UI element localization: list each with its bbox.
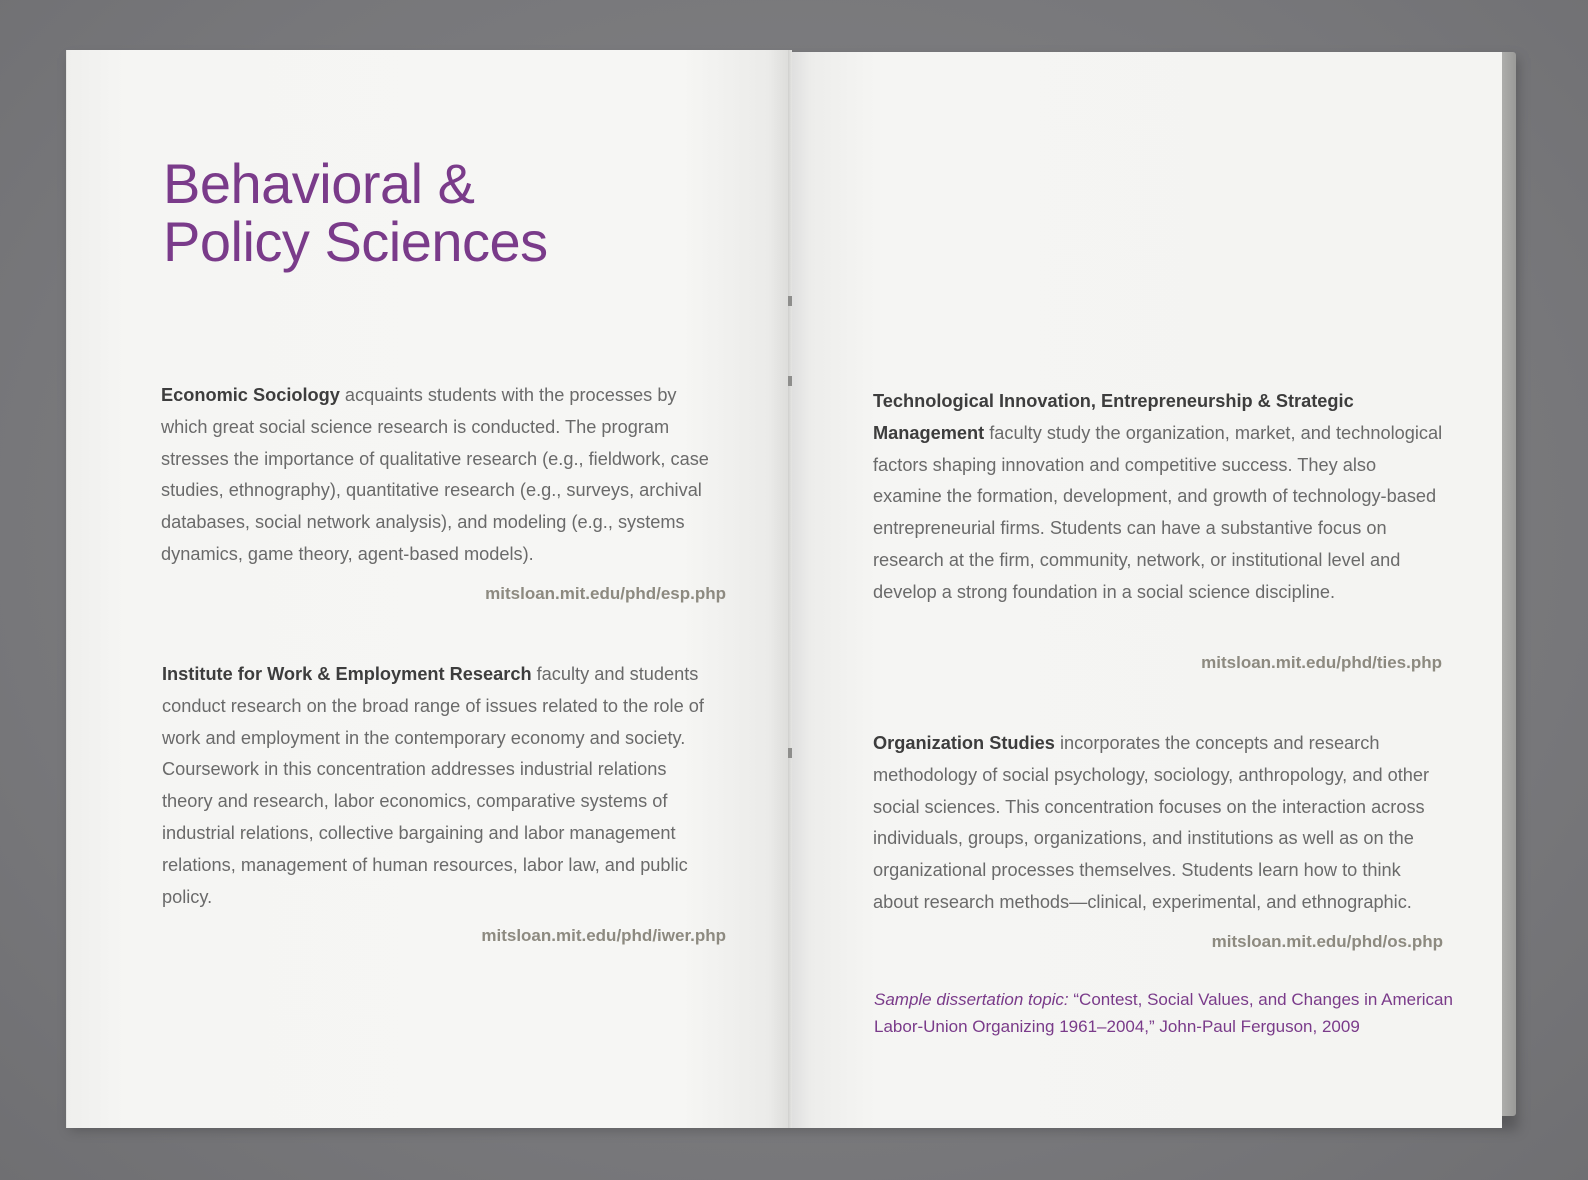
page-title — [163, 152, 723, 273]
url-iwer[interactable]: mitsloan.mit.edu/phd/iwer.php — [481, 926, 726, 945]
sample-label: Sample dissertation topic: — [874, 990, 1069, 1009]
url-ties[interactable]: mitsloan.mit.edu/phd/ties.php — [1201, 653, 1442, 672]
section-body: faculty and students conduct research on the broad range of issues related to the role of work and employment in the contemporary economy and society. Coursework in this concentration addresses industrial relations theory and research, labor economics, comparative systems of industrial relations, collective bargaining and labor management relations, management of human resources, labor law, and public policy. — [162, 664, 704, 907]
section-ties — [873, 386, 1445, 609]
staple-mark — [788, 296, 792, 306]
section-heading: Institute for Work & Employment Research — [162, 664, 532, 684]
section-body: faculty study the organization, market, and technological factors shaping innovation and competitive success. They also examine the formation, development, and growth of technology-based entrepreneurial firms. Students can have a substantive focus on research at the firm, community, network, or institutional level and develop a strong foundation in a social science discipline. — [873, 422, 1443, 602]
section-heading: Organization Studies — [873, 733, 1055, 753]
sample-text: “Contest, Social Values, and Changes in American Labor-Union Organizing 1961–2004,” John-Paul Ferguson, 2009 — [874, 990, 1453, 1036]
section-economic-sociology — [161, 380, 726, 571]
title-line-1: Behavioral & — [163, 152, 475, 215]
section-heading: Technological Innovation, Entrepreneurship & Strategic Management — [873, 391, 1354, 443]
section-body: acquaints students with the processes by which great social science research is conducted. The program stresses the importance of qualitative research (e.g., fieldwork, case studies, ethnography), quantitative research (e.g., surveys, archival databases, social network analysis), and modeling (e.g., systems dynamics, game theory, agent-based models). — [161, 385, 709, 564]
title-line-2: Policy Sciences — [163, 210, 548, 273]
section-iwer — [162, 659, 722, 913]
url-os[interactable]: mitsloan.mit.edu/phd/os.php — [1211, 932, 1443, 951]
url-esp[interactable]: mitsloan.mit.edu/phd/esp.php — [485, 584, 726, 603]
section-body: incorporates the concepts and research methodology of social psychology, sociology, anthropology, and other social sciences. This concentration focuses on the interaction across individuals, groups, organizations, and institutions as well as on the organizational processes themselves. Students learn how to think about research methods—clinical, experimental, and ethnographic. — [873, 733, 1430, 912]
section-heading: Economic Sociology — [161, 385, 340, 405]
staple-mark — [788, 748, 792, 758]
sample-dissertation-topic — [874, 986, 1474, 1040]
section-organization-studies — [873, 728, 1445, 919]
booklet-gutter — [788, 50, 792, 1128]
staple-mark — [788, 376, 792, 386]
